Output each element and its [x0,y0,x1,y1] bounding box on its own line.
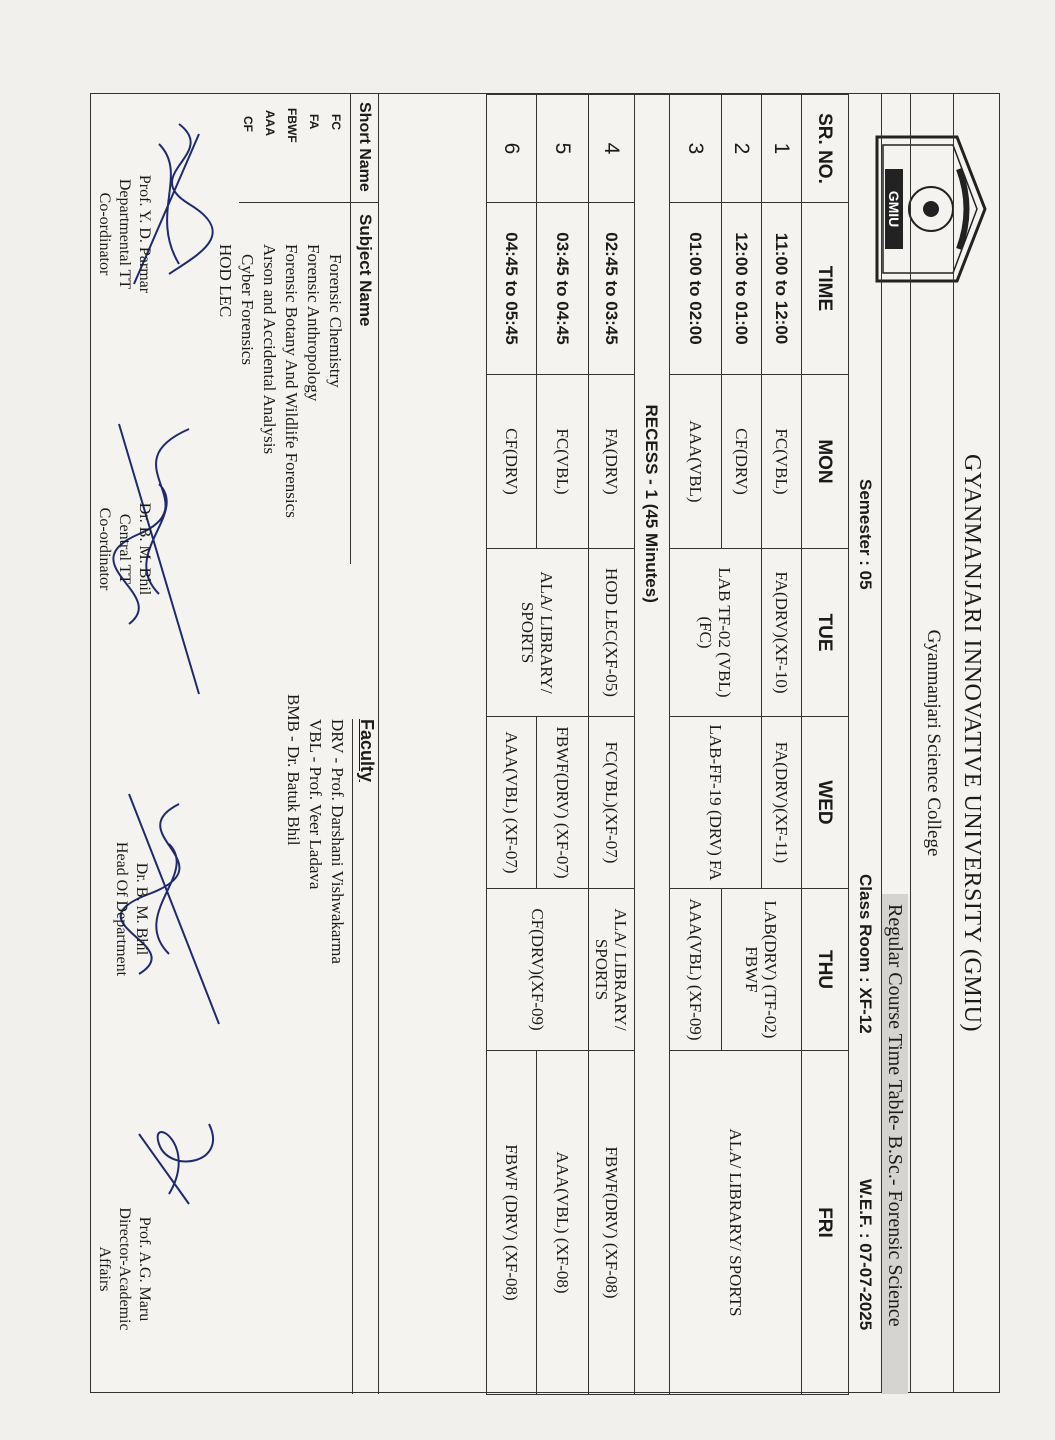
subject-name-heading: Subject Name [356,214,375,327]
time-cell: 12:00 to 01:00 [722,203,762,375]
timetable-frame [90,93,1000,1393]
time-cell: 03:45 to 04:45 [537,203,589,375]
signer-name: Dr. B. M. Bhil [136,502,153,596]
fri-cell: AAA(VBL) (XF-08) [537,1051,589,1395]
signer-role: Co-ordinator [96,507,113,591]
short-name: CF [241,116,255,132]
mon-cell: CF(DRV) [722,375,762,549]
subject-name: Forensic Chemistry [326,254,345,388]
divider [953,94,954,1392]
faculty-item: VBL - Prof. Veer Ladava [306,719,325,890]
wed-cell: AAA(VBL) (XF-07) [487,717,537,889]
short-name: AAA [263,110,277,136]
time-cell: 11:00 to 12:00 [762,203,802,375]
university-title: GYANMANJARI INNOVATIVE UNIVERSITY (GMIU) [959,454,985,1032]
subject-name: Forensic Anthropology [304,244,323,402]
table-row [537,95,589,1395]
tue-cell: HOD LEC(XF-05) [589,549,635,717]
mon-cell: CF(DRV) [487,375,537,549]
thu-lab-cell: LAB(DRV) (TF-02) FBWF [722,889,802,1051]
sr-cell: 6 [487,95,537,203]
signer-role: Departmental TT [116,178,133,290]
signer-role: Affairs [96,1246,113,1292]
wed-cell: FA(DRV)(XF-11) [762,717,802,889]
timetable-title: Regular Course Time Table- B.Sc.- Forensic Science [882,894,908,1394]
signer-role: Director-Academic [116,1207,133,1331]
logo-text: GMIU [886,190,902,228]
col-fri: FRI [802,1051,849,1395]
header-row [802,95,849,1395]
divider [352,719,353,1394]
signer-role: Central TT [116,513,133,585]
short-name: FBWF [285,108,299,143]
faculty-item: BMB - Dr. Batuk Bhil [284,694,303,846]
fri-ala-cell: ALA/ LIBRARY/ SPORTS [670,1051,802,1395]
recess-row [635,95,670,1395]
college-name: Gyanmanjari Science College [923,629,944,857]
sr-cell: 5 [537,95,589,203]
rotated-document [90,93,1000,1393]
timetable [486,94,849,1395]
mon-cell: AAA(VBL) [670,375,722,549]
signature-block-4 [94,1179,154,1359]
signer-name: Prof. Y. D. Parmar [136,174,153,294]
mon-cell: FC(VBL) [762,375,802,549]
recess-blank [635,95,670,375]
wef-label: W.E.F. : 07-07-2025 [856,1179,875,1331]
short-name-heading: Short Name [356,102,373,192]
recess-label: RECESS - 1 (45 Minutes) [635,375,670,1395]
signer-role: Co-ordinator [96,192,113,276]
sr-cell: 1 [762,95,802,203]
time-cell: 02:45 to 03:45 [589,203,635,375]
fri-cell: FBWF (DRV) (XF-08) [487,1051,537,1395]
mon-cell: FA(DRV) [589,375,635,549]
tue-cell: FA(DRV)(XF-10) [762,549,802,717]
divider [239,202,379,203]
tue-ala-cell: ALA/ LIBRARY/ SPORTS [487,549,589,717]
mon-cell: FC(VBL) [537,375,589,549]
signature-block-3 [111,794,151,1024]
col-time: TIME [802,203,849,375]
wed-lab-cell: LAB-FF-19 (DRV) FA [670,717,762,889]
signer-name: Dr. B. M. Bhil [133,862,150,956]
divider [910,94,911,1392]
col-sr: SR. NO. [802,95,849,203]
time-cell: 04:45 to 05:45 [487,203,537,375]
subject-name: Arson and Accidental Analysis [260,244,279,455]
divider [881,94,882,1392]
short-name: FA [307,114,321,130]
thu-cf-cell: CF(DRV)(XF-09) [487,889,589,1051]
tue-lab-cell: LAB TF-02 (VBL)(FC) [670,549,762,717]
thu-cell: AAA(VBL) (XF-09) [670,889,722,1051]
col-tue: TUE [802,549,849,717]
short-name: FC [329,114,343,130]
thu-cell: ALA/ LIBRARY/ SPORTS [589,889,635,1051]
table-row [589,95,635,1395]
wed-cell: FBWF(DRV) (XF-07) [537,717,589,889]
divider [378,94,379,1394]
faculty-item: DRV - Prof. Darshani Vishwakarma [328,719,347,964]
table-row [487,95,537,1395]
legend-section [89,94,379,1394]
divider [350,94,351,564]
signature-block-1 [94,134,154,334]
sr-cell: 2 [722,95,762,203]
col-thu: THU [802,889,849,1051]
semester-label: Semester : 05 [856,479,875,590]
sr-cell: 4 [589,95,635,203]
time-cell: 01:00 to 02:00 [670,203,722,375]
classroom-label: Class Room : XF-12 [856,874,875,1034]
subject-name: Cyber Forensics [238,254,257,365]
subject-name: HOD LEC [216,244,235,318]
signer-name: Prof. A.G. Maru [136,1216,153,1322]
col-wed: WED [802,717,849,889]
table-row [762,95,802,1395]
sr-cell: 3 [670,95,722,203]
signer-role: Head Of Department [113,841,130,977]
fri-cell: FBWF(DRV) (XF-08) [589,1051,635,1395]
faculty-heading: Faculty [357,719,377,783]
col-mon: MON [802,375,849,549]
subject-name: Forensic Botany And Wildlife Forensics [282,244,301,518]
wed-cell: FC(VBL)(XF-07) [589,717,635,889]
signature-block-2 [94,464,154,634]
